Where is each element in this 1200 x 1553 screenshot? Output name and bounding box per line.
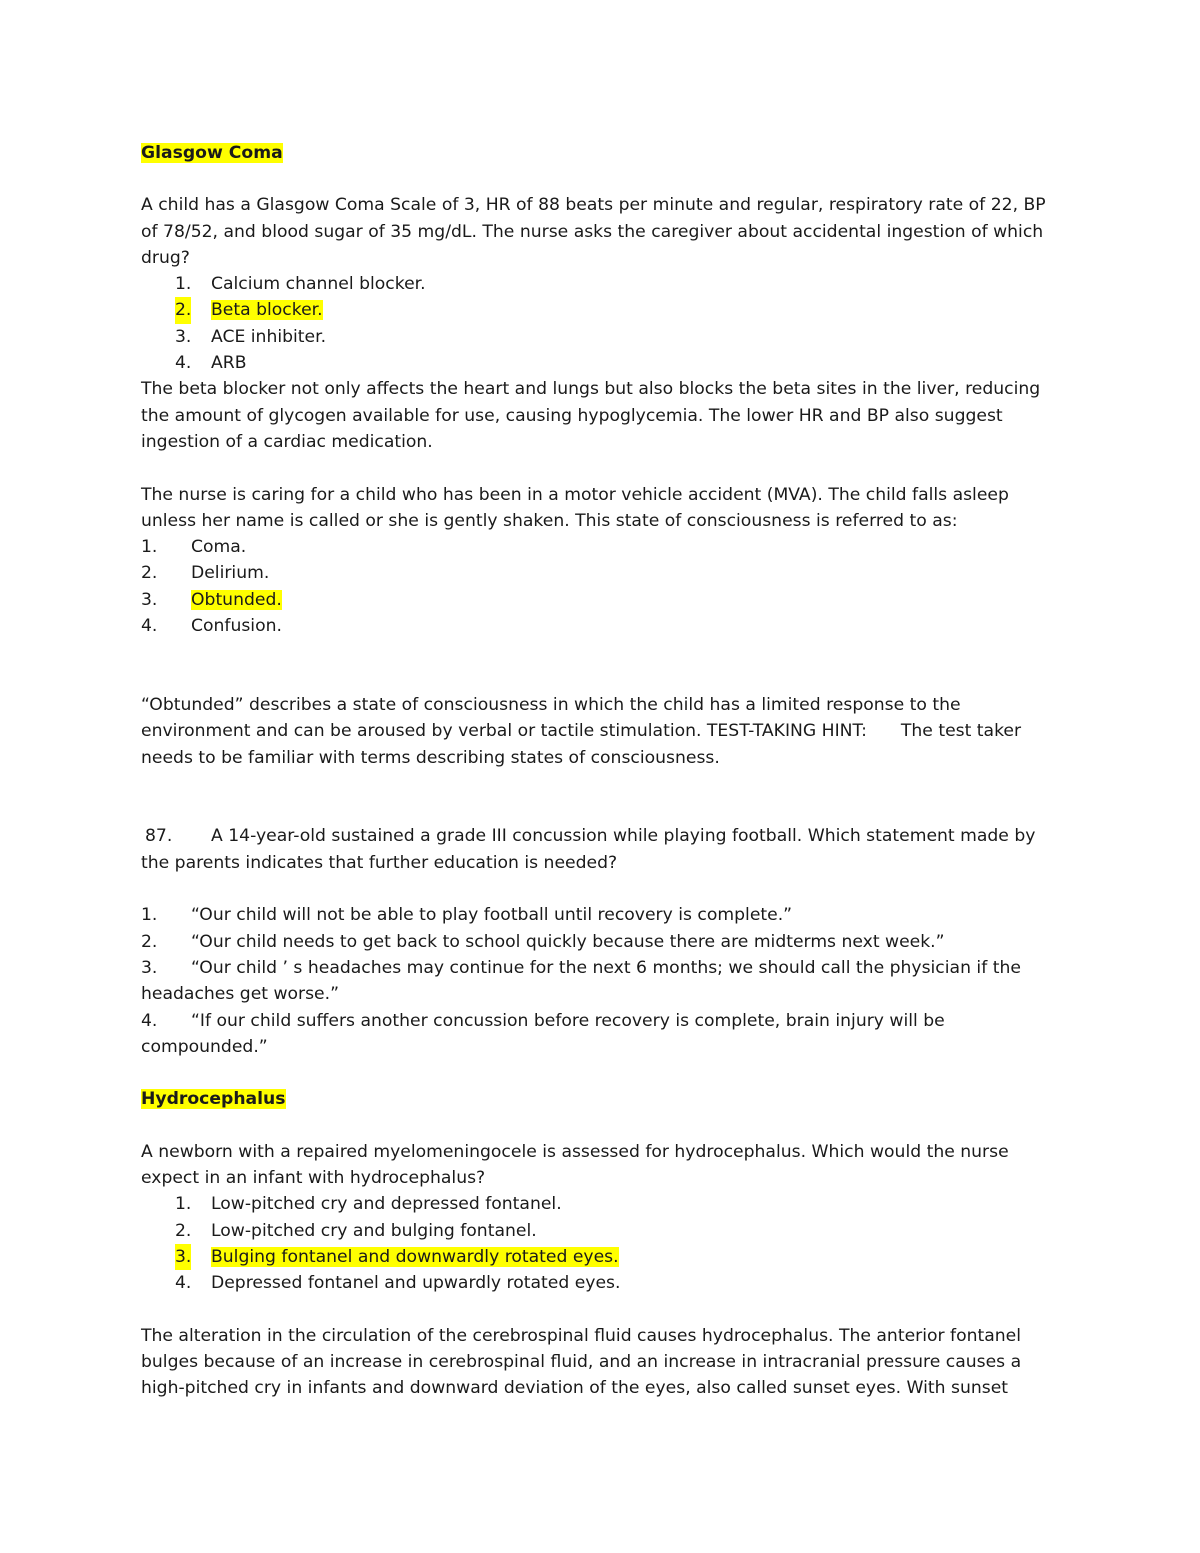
section-heading-hydrocephalus: [141, 1086, 1061, 1112]
answer-options-q1: [141, 271, 1061, 376]
test-taking-hint: The test taker needs to be familiar with terms describing states of consciousness.: [141, 721, 1022, 768]
answer-option: 3. “Our child ’ s headaches may continue for the next 6 months; we should call the physician if the headaches get worse.”: [141, 957, 1021, 1005]
answer-option: 1. Coma.: [141, 537, 247, 558]
question-number: 87.: [145, 826, 173, 847]
highlighted-heading-glasgow: Glasgow Coma: [141, 143, 283, 163]
section-heading-glasgow: [141, 140, 1061, 166]
answer-option: 1. “Our child will not be able to play football until recovery is complete.”: [141, 905, 793, 926]
rationale-beta-blocker: The beta blocker not only affects the heart and lungs but also blocks the beta sites in the liver, reducing the amount of glycogen available for use, causing hypoglycemia. The lower HR and BP also suggest ingestion of a cardiac medication.: [141, 379, 1041, 452]
answer-option: 2. Low-pitched cry and bulging fontanel.: [175, 1220, 537, 1241]
highlighted-answer: Bulging fontanel and downwardly rotated eyes.: [211, 1246, 619, 1267]
answer-option: 2. “Our child needs to get back to school quickly because there are midterms next week.”: [141, 931, 945, 952]
question-stem-beta-blocker: A child has a Glasgow Coma Scale of 3, HR of 88 beats per minute and regular, respiratory rate of 22, BP of 78/52, and blood sugar of 35 mg/dL. The nurse asks the caregiver about accidental ingestion of which drug?: [141, 195, 1046, 268]
answer-options-hydro: [141, 1191, 1061, 1296]
question-stem-hydrocephalus: A newborn with a repaired myelomeningocele is assessed for hydrocephalus. Which would the nurse expect in an infant with hydrocephalus?: [141, 1141, 1009, 1188]
answer-option-correct: 2. Beta blocker.: [141, 297, 1061, 323]
answer-option: 2. Delirium.: [141, 563, 270, 584]
answer-option: 4. Depressed fontanel and upwardly rotated eyes.: [175, 1273, 621, 1294]
answer-option: 4. Confusion.: [141, 616, 282, 637]
highlighted-answer: Obtunded.: [191, 589, 282, 610]
question-stem-obtunded: The nurse is caring for a child who has been in a motor vehicle accident (MVA). The child falls asleep unless her name is called or she is gently shaken. This state of consciousness is referred to as:: [141, 484, 1009, 531]
answer-option: 3. ACE inhibiter.: [175, 326, 327, 347]
answer-option: 4. ARB: [175, 353, 247, 374]
answer-option: 4. “If our child suffers another concussion before recovery is complete, brain injury will be compounded.”: [141, 1010, 945, 1057]
answer-options-q3: [141, 902, 1061, 1060]
document-page: [141, 140, 1061, 1402]
rationale-obtunded: “Obtunded” describes a state of consciousness in which the child has a limited response to the environment and can be aroused by verbal or tactile stimulation. TEST-TAKING HINT: The test taker needs to be familiar with terms describing states of consciousness.: [141, 694, 1022, 768]
question-stem-concussion: 87. A 14-year-old sustained a grade III concussion while playing football. Which statement made by the parents indicates that further education is needed?: [141, 823, 1061, 876]
answer-option-correct: 3. Obtunded.: [141, 589, 282, 610]
rationale-hydrocephalus: The alteration in the circulation of the cerebrospinal fluid causes hydrocephalus. The anterior fontanel bulges because of an increase in cerebrospinal fluid, and an increase in intracranial pressure causes a high-pitched cry in infants and downward deviation of the eyes, also called sunset eyes. With sunset: [141, 1325, 1022, 1399]
answer-options-q2: [141, 534, 1061, 639]
answer-option: 1. Low-pitched cry and depressed fontanel.: [175, 1194, 562, 1215]
highlighted-heading-hydrocephalus: Hydrocephalus: [141, 1089, 286, 1110]
answer-option-correct: 3. Bulging fontanel and downwardly rotated eyes.: [141, 1244, 1061, 1270]
answer-option: 1. Calcium channel blocker.: [175, 274, 426, 295]
highlighted-answer: Beta blocker.: [211, 300, 323, 321]
